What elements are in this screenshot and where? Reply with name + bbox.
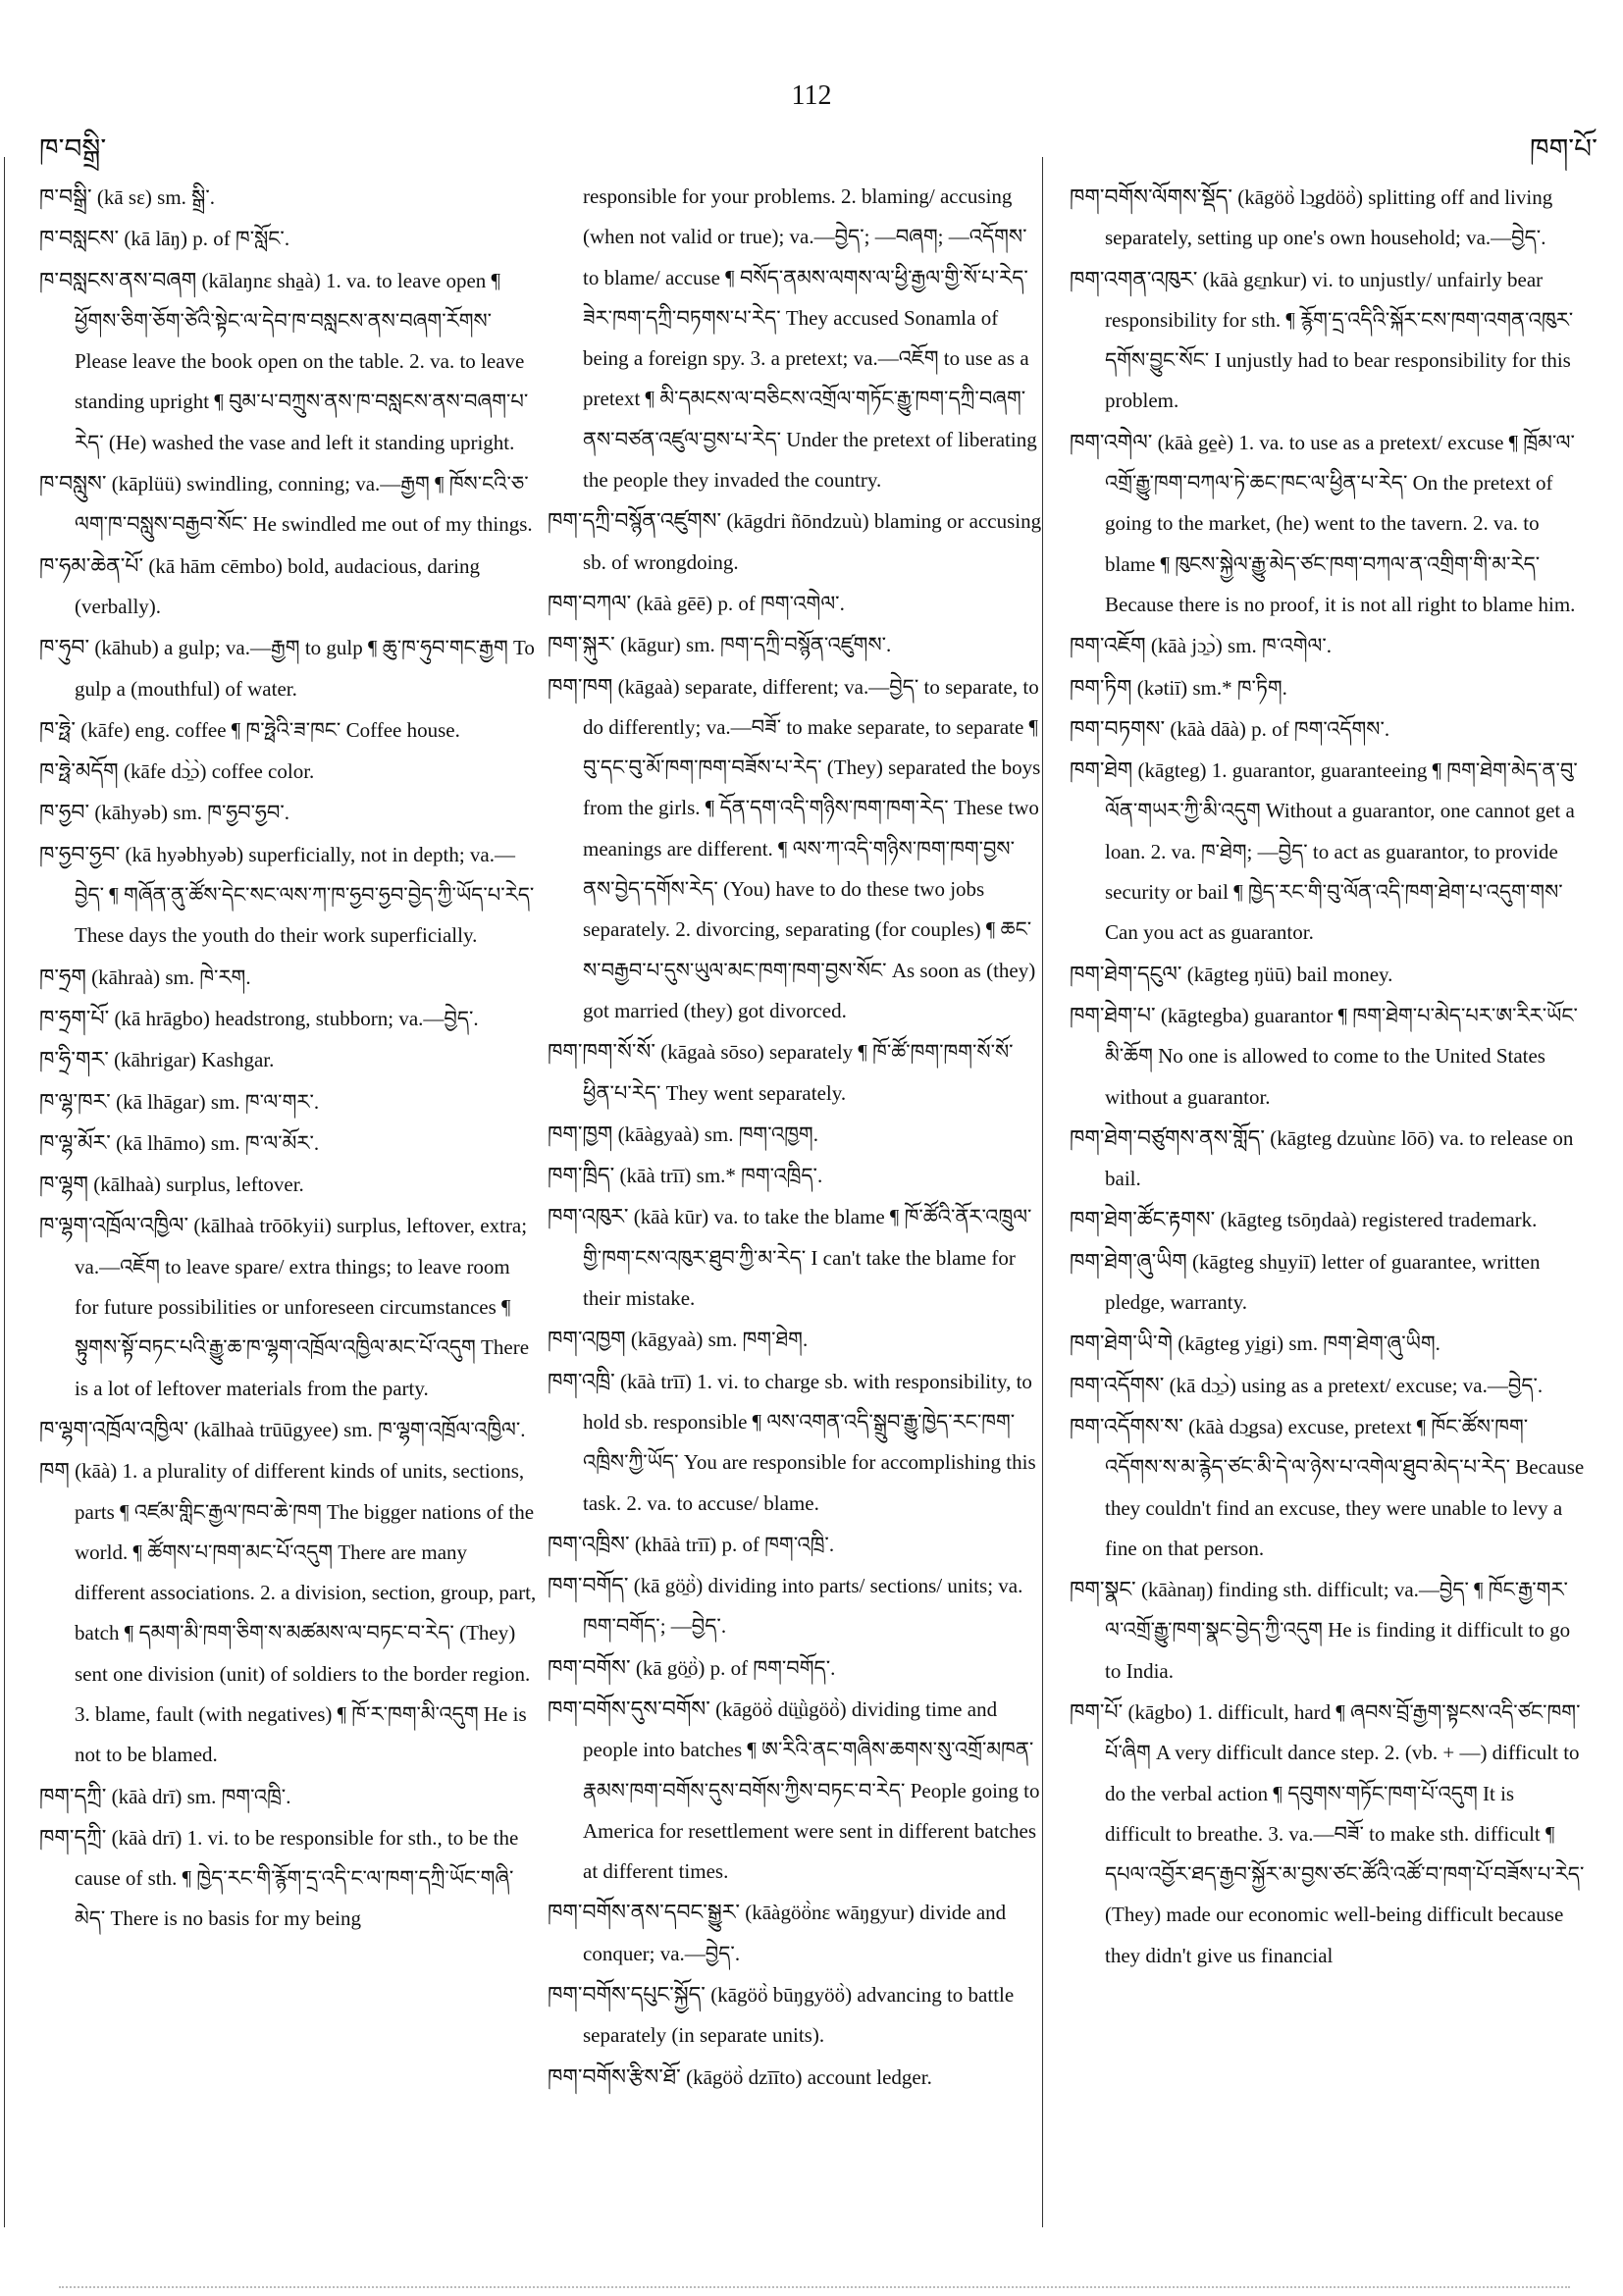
dictionary-entry xyxy=(1070,1118,1585,1200)
headword: ཁ་ཧུབ་ xyxy=(39,635,90,660)
headword: ཁ་ལྷག་འཁྲོལ་འཁྱིལ་ xyxy=(39,1416,189,1441)
headword: ཁ་ཧྲི་གར་ xyxy=(39,1047,109,1072)
headword: ཁག་བཏགས་ xyxy=(1070,715,1166,741)
transliteration: ( kāà drī ) xyxy=(106,1785,186,1808)
dictionary-entry xyxy=(39,627,538,709)
dictionary-entry xyxy=(1070,625,1585,666)
definition: using as a pretext/ excuse; va.—བྱེད་. xyxy=(1241,1373,1544,1397)
headword: ཁག་བགོད་ xyxy=(548,1573,629,1598)
headword: ཁག་ཁྲིད་ xyxy=(548,1163,615,1188)
headword: ཁག་བགོས་ལོགས་སྡོད་ xyxy=(1070,184,1232,209)
definition: dividing into parts/ sections/ units; va. ཁག་བགོད་; —བྱེད་. xyxy=(583,1574,1023,1639)
transliteration: ( kālhaà trūūgyee ) xyxy=(188,1418,343,1441)
headword: ཁ་བསླངས་ xyxy=(39,226,120,251)
definition: registered trademark. xyxy=(1362,1208,1538,1232)
transliteration: ( kāgaà sōso ) xyxy=(655,1040,769,1064)
definition: splitting off and living separately, setting up one's own household; va.—བྱེད་. xyxy=(1105,185,1553,250)
definition: separately ¶ ཁོ་ཚོ་ཁག་ཁག་སོ་སོ་ཕྱིན་པ་རེད་ They went separately. xyxy=(583,1040,1014,1105)
headword: ཁག་ཐེག་བཙུགས་ནས་གློད་ xyxy=(1070,1124,1265,1150)
dictionary-entry xyxy=(39,1205,538,1408)
headword: ཁ་བསླངས་ནས་བཞག xyxy=(39,267,197,292)
definition: surplus, leftover. xyxy=(166,1173,304,1197)
transliteration: ( kāgur ) xyxy=(615,633,686,656)
transliteration: ( kāà dāà ) xyxy=(1165,717,1251,741)
dictionary-entry xyxy=(39,709,538,751)
headword: ཁག་དཀྲི་བསྙོན་འཛུགས་ xyxy=(548,508,722,534)
dictionary-entry xyxy=(39,1409,538,1450)
column-1 xyxy=(39,177,538,1940)
headword: ཁག་འཇོག xyxy=(1070,633,1146,658)
dictionary-entry xyxy=(1070,1406,1585,1569)
headword: ཁག་སྣང་ xyxy=(1070,1577,1136,1602)
headword: ཁག་འཁྱག xyxy=(548,1327,626,1352)
definition: responsible for your problems. 2. blaming/ accusing (when not valid or true); va.—བྱེད་; —བཞག; —འདོགས་ to blame/ accuse ¶ བསོད་ནམས་ལགས་ལ་ཕྱི་རྒྱལ་གྱི་སོ་པ་རེད་ཟེར་ཁག་དཀྲི་བཏགས་པ་རེད་ They accused Sonamla of being a foreign spy. 3. a pretext; va.—འཇོག to use as a pretext ¶ མི་དམངས་ལ་བཅིངས་འགྲོལ་གཏོང་རྒྱུ་ཁག་དཀྲི་བཞག་ནས་བཙན་འཛུལ་བྱས་པ་རེད་ Under the pretext of liberating the people they invaded the country. xyxy=(583,184,1037,493)
headword: ཁ་ལྷག xyxy=(39,1172,88,1197)
transliteration: ( kāàgyaà ) xyxy=(612,1122,704,1146)
dictionary-entry xyxy=(548,1155,1043,1196)
dictionary-entry xyxy=(39,260,538,463)
headword: ཁག་འགན་འཁུར་ xyxy=(1070,266,1198,291)
headword: ཁ་ཧྱབ་ཧྱབ་ xyxy=(39,841,121,866)
dictionary-entry xyxy=(548,1689,1043,1892)
transliteration: ( kā hyəbhyəb ) xyxy=(120,843,248,866)
dictionary-entry xyxy=(39,218,538,259)
transliteration: ( kāgdri ñōndzuù ) xyxy=(721,509,874,533)
dictionary-entry xyxy=(548,1196,1043,1319)
definition: vi. to unjustly/ unfairly bear responsibility for sth. ¶ རྙོག་དྲ་འདིའི་སྐོར་ངས་ཁག་འགན་འཁུར་དགོས་བྱུང་སོང་ I unjustly had to bear responsibility for this problem. xyxy=(1105,267,1574,413)
dictionary-entry xyxy=(39,1164,538,1205)
dictionary-entry xyxy=(39,1450,538,1775)
transliteration: ( kā dɔ̱ɔ̀ ) xyxy=(1164,1374,1241,1397)
transliteration: ( kāà gɛ̱nkur ) xyxy=(1197,268,1312,291)
dictionary-entry xyxy=(548,666,1043,1032)
definition: finding sth. difficult; va.—བྱེད་ ¶ ཁོང་རྒྱ་གར་ལ་འགྲོ་རྒྱུ་ཁག་སྣང་བྱེད་ཀྱི་འདུག He is finding it difficult to go to India. xyxy=(1105,1578,1571,1683)
definition: sm. ཁ་ལ་མོར་. xyxy=(210,1130,320,1155)
dictionary-entry xyxy=(548,177,1043,500)
transliteration: ( kāgteg ŋüū ) xyxy=(1182,963,1297,986)
headword: ཁག་ཁྱག xyxy=(548,1121,613,1146)
dictionary-entry xyxy=(548,2057,1043,2098)
dictionary-entry xyxy=(39,834,538,957)
definition: separate, different; va.—བྱེད་ to separate, to do differently; va.—བཟོ་ to make separate, to separate ¶ བུ་དང་བུ་མོ་ཁག་ཁག་བཟོས་པ་རེད་ (They) separated the boys from the girls. ¶ དོན་དག་འདི་གཉིས་ཁག་ཁག་རེད་ These two meanings are different. ¶ ལས་ཀ་འདི་གཉིས་ཁག་ཁག་བྱས་ནས་བྱེད་དགོས་རེད་ (You) have to do these two jobs separately. 2. divorcing, separating (for couples) ¶ ཆང་ས་བརྒྱབ་པ་དུས་ཡུལ་མང་ཁག་ཁག་བྱས་སོང་ As soon as (they) got married (they) got divorced. xyxy=(583,674,1041,1022)
dictionary-entry xyxy=(1070,1692,1585,1976)
dictionary-entry xyxy=(548,1565,1043,1647)
transliteration: ( kā gö̱ö̀ ) xyxy=(628,1574,707,1597)
definition: 1. va. to use as a pretext/ excuse ¶ ཁྲོམ་ལ་འགྲོ་རྒྱུ་ཁག་བཀལ་ཏེ་ཆང་ཁང་ལ་ཕྱིན་པ་རེད་ On the pretext of going to the market, (he) went to the tavern. 2. va. to blame ¶ ཁུངས་སྐྱེལ་རྒྱུ་མེད་ཙང་ཁག་བཀལ་ན་འགྲིག་གི་མ་རེད་ Because there is no proof, it is not all right to blame him. xyxy=(1105,430,1576,616)
transliteration: ( kāgöö̀ būŋgyöö̀ ) xyxy=(706,1983,857,2007)
headword: ཁག་འཁྲིས་ xyxy=(548,1531,630,1556)
transliteration: ( kāànaŋ ) xyxy=(1136,1578,1219,1601)
transliteration: ( kā sɛ ) xyxy=(92,185,158,209)
transliteration: ( kāà ) xyxy=(70,1459,123,1483)
definition: superficially, not in depth; va.—བྱེད་ ¶ གཞོན་ནུ་ཚོས་དེང་སང་ལས་ཀ་ཁ་ཧྱབ་ཧྱབ་བྱེད་ཀྱི་ཡོད་པ་རེད་ These days the youth do their work superficially. xyxy=(75,842,535,948)
definition: divide and conquer; va.—བྱེད་. xyxy=(583,1901,1007,1965)
headword: ཁ་ཧམ་ཆེན་པོ་ xyxy=(39,552,144,578)
dictionary-entry xyxy=(1070,177,1585,259)
headword: ཁ་ལྷ་མོར་ xyxy=(39,1129,111,1155)
transliteration: ( kāhrigar ) xyxy=(109,1048,201,1071)
headword: ཁག་བགོས་རྩིས་ཐོ་ xyxy=(548,2063,681,2089)
definition: sm. ཁ་འགེལ་. xyxy=(1228,634,1332,658)
definition: account ledger. xyxy=(807,2064,932,2089)
column-2 xyxy=(548,177,1043,2098)
transliteration: ( kālaŋnɛ sha̱à ) xyxy=(196,269,326,292)
headword: ཁག་ཁག xyxy=(548,673,613,699)
definition: p. of ཁག་བགོད་. xyxy=(709,1655,836,1680)
transliteration: ( kāhub ) xyxy=(89,636,164,659)
definition: p. of ཁ་སློང་. xyxy=(192,227,290,251)
transliteration: ( kāgteg shu̱yiī ) xyxy=(1187,1250,1322,1274)
definition: bail money. xyxy=(1296,962,1393,986)
definition: 1. difficult, hard ¶ ཞབས་བྲོ་རྒྱག་སྟངས་འདི་ཙང་ཁག་པོ་ཞིག A very difficult dance step. 2. (vb. + —) difficult to do the verbal action ¶ དབུགས་གཏོང་ཁག་པོ་འདུག It is difficult to breathe. 3. va.—བཟོ་ to make sth. difficult ¶ དཔལ་འབྱོར་ཐད་རྒྱབ་སྐྱོར་མ་བྱས་ཙང་ཚོའི་འཚོ་བ་ཁག་པོ་བཟོས་པ་རེད་ (They) made our economic well-being difficult because they didn't give us financial xyxy=(1105,1699,1585,1967)
dictionary-entry xyxy=(548,624,1043,665)
dictionary-entry xyxy=(1070,954,1585,995)
definition: advancing to battle separately (in separate units). xyxy=(583,1983,1015,2048)
dictionary-entry xyxy=(1070,1199,1585,1240)
transliteration: ( kāgöö̀ dzīīto ) xyxy=(681,2065,808,2089)
definition: va. to release on bail. xyxy=(1105,1125,1574,1191)
definition: sm. ཁག་འཁྱག. xyxy=(704,1122,818,1146)
definition: blaming or accusing sb. of wrongdoing. xyxy=(583,509,1042,574)
scan-edge-line xyxy=(4,157,5,2227)
definition: sm. སྒྲི་. xyxy=(157,185,215,209)
definition: sm. ཁག་ཐེག་ཞུ་ཡིག. xyxy=(1288,1331,1440,1356)
definition: headstrong, stubborn; va.—བྱེད་. xyxy=(215,1006,479,1030)
transliteration: ( khāà trīī ) xyxy=(630,1533,722,1556)
transliteration: ( kāfe dɔ̱̀ɔ̀ ) xyxy=(119,759,212,783)
definition: coffee color. xyxy=(211,759,315,784)
dictionary-entry xyxy=(39,1122,538,1164)
transliteration: ( kāà dɔ̱gsa ) xyxy=(1183,1415,1288,1438)
headword: ཁག་བགོས་ནས་དབང་སྒྱུར་ xyxy=(548,1900,741,1925)
transliteration: ( kālhaà trōōkyii ) xyxy=(188,1214,337,1237)
dictionary-entry xyxy=(548,500,1043,583)
headword: ཁག་འདོགས་ xyxy=(1070,1372,1165,1397)
definition: excuse, pretext ¶ ཁོང་ཚོས་ཁག་འདོགས་ས་མ་རྙེད་ཙང་མི་དེ་ལ་ཉེས་པ་འགེལ་ཐུབ་མེད་པ་རེད་ Because they couldn't find an excuse, they were unable to levy a fine on that person. xyxy=(1105,1414,1585,1560)
dictionary-entry xyxy=(1070,1241,1585,1324)
transliteration: ( kāà jɔ̱ɔ̀ ) xyxy=(1146,634,1228,657)
definition: p. of ཁག་འདོགས་. xyxy=(1251,716,1390,741)
dictionary-entry xyxy=(548,1114,1043,1155)
transliteration: ( kāgteg yi̱gi ) xyxy=(1173,1331,1288,1355)
headword: ཁག་བཀལ་ xyxy=(548,590,632,615)
dictionary-entry xyxy=(39,1776,538,1817)
dictionary-entry xyxy=(39,1039,538,1080)
transliteration: ( kā lhāgar ) xyxy=(111,1090,211,1114)
transliteration: ( kāfe ) xyxy=(76,718,135,742)
dictionary-entry xyxy=(39,792,538,833)
headword: ཁ་ཧྥེ་ xyxy=(39,716,77,742)
headword: ཁག་བགོས་དུས་བགོས་ xyxy=(548,1696,710,1721)
dictionary-entry xyxy=(1070,1365,1585,1406)
transliteration: ( kāgöö̀ lɔ̱gdöö̀ ) xyxy=(1232,185,1368,209)
headword: ཁག་བགོས་ xyxy=(548,1654,631,1680)
dictionary-entry xyxy=(39,546,538,628)
transliteration: ( kāà trīī ) xyxy=(614,1164,696,1187)
definition: sm. ཁག་ཐེག. xyxy=(707,1328,809,1352)
transliteration: ( kāà drī ) xyxy=(106,1826,186,1850)
headword: ཁག་འདོགས་ས་ xyxy=(1070,1413,1183,1438)
dictionary-entry xyxy=(1070,667,1585,708)
scan-noise xyxy=(59,2286,1570,2290)
transliteration: ( kāplüü ) xyxy=(106,472,186,496)
dictionary-entry xyxy=(1070,750,1585,953)
transliteration: ( kā lhāmo ) xyxy=(111,1131,211,1155)
transliteration: ( kāhyəb ) xyxy=(89,801,173,824)
dictionary-entry xyxy=(548,583,1043,624)
definition: sm. ཁ་ཧྱབ་ཧྱབ་. xyxy=(173,801,289,825)
definition: swindling, conning; va.—རྒྱག ¶ ཁོས་ངའི་ཅ་ལག་ཁ་བསླུས་བརྒྱབ་སོང་ He swindled me out of my things. xyxy=(75,472,533,537)
transliteration: ( kā hām cēmbo ) xyxy=(143,554,288,578)
headword: ཁག་ཐེག་ཚོང་རྟགས་ xyxy=(1070,1207,1216,1232)
definition: guarantor ¶ ཁག་ཐེག་པ་མེད་པར་ཨ་རིར་ཡོང་མི་ཆོག No one is allowed to come to the United States without a guarantor. xyxy=(1105,1003,1578,1109)
headword: ཁ་ལྷག་འཁྲོལ་འཁྱིལ་ xyxy=(39,1213,189,1238)
definition: eng. coffee ¶ ཁ་ཧྥེའི་ཟ་ཁང་ Coffee house. xyxy=(134,717,460,742)
definition: letter of guarantee, written pledge, warranty. xyxy=(1105,1249,1541,1315)
transliteration: ( kāgbo ) xyxy=(1123,1700,1197,1724)
definition: sm.* ཁག་འཁྲིད་. xyxy=(696,1164,823,1188)
headword: ཁག་པོ་ xyxy=(1070,1698,1124,1724)
definition: surplus, leftover, extra; va.—འཇོག to leave spare/ extra things; to leave room for future possibilities or unforeseen circumstances ¶ སྟུགས་སྟོ་བཏང་པའི་རྒྱུ་ཆ་ཁ་ལྷག་འཁྲོལ་འཁྱིལ་མང་པོ་འདུག There is a lot of leftover materials from the party. xyxy=(75,1214,530,1400)
dictionary-entry xyxy=(548,1524,1043,1565)
headword: ཁག་འཁུར་ xyxy=(548,1204,629,1229)
transliteration: ( kā lāŋ ) xyxy=(119,227,192,250)
definition: sm. ཁེ་རག. xyxy=(165,965,251,989)
dictionary-entry xyxy=(1070,1569,1585,1692)
headword: ཁག་དཀྲི་ xyxy=(39,1824,107,1850)
transliteration: ( kāgteg ) xyxy=(1132,758,1211,782)
definition: 1. vi. to charge sb. with responsibility, to hold sb. responsible ¶ ལས་འགན་འདི་སྒྲུབ་རྒྱུ་ཁྱེད་རང་ཁག་འཁྲིས་ཀྱི་ཡོད་ You are responsible for accomplishing this task. 2. va. to accuse/ blame. xyxy=(583,1369,1036,1515)
transliteration: ( kāgteg tsōŋdaà ) xyxy=(1215,1208,1362,1231)
dictionary-entry xyxy=(39,751,538,792)
headword: ཁ་ལྷ་ཁར་ xyxy=(39,1088,111,1114)
dictionary-entry xyxy=(39,998,538,1039)
transliteration: ( kāà gēē ) xyxy=(631,592,717,615)
dictionary-entry xyxy=(1070,995,1585,1118)
definition: 1. vi. to be responsible for sth., to be the cause of sth. ¶ ཁྱེད་རང་གི་རྙོག་དྲ་འདི་ང་ལ་ཁག་དཀྲི་ཡོང་གཞི་མེད་ There is no basis for my being xyxy=(75,1825,519,1931)
headword: ཁག་ཐེག xyxy=(1070,757,1133,783)
headword: ཁག་ཁག་སོ་སོ་ xyxy=(548,1039,655,1065)
definition: bold, audacious, daring (verbally). xyxy=(75,553,481,618)
definition: sm. ཁ་ལ་གར་. xyxy=(210,1089,320,1114)
definition: a gulp; va.—རྒྱག to gulp ¶ ཆུ་ཁ་ཧུབ་གང་རྒྱག To gulp a (mouthful) of water. xyxy=(75,636,535,701)
dictionary-entry xyxy=(1070,1323,1585,1364)
transliteration: ( kāgyaà ) xyxy=(626,1328,708,1351)
dictionary-entry xyxy=(1070,259,1585,422)
headword: ཁ་ཧྲག xyxy=(39,964,86,989)
dictionary-entry xyxy=(548,1319,1043,1360)
headword: ཁག་ཏིག xyxy=(1070,674,1132,700)
headword: ཁག་ཐེག་དངུལ་ xyxy=(1070,961,1182,986)
headword: ཁ་བསླུས་ xyxy=(39,471,107,496)
transliteration: ( kāgteg dzuùnɛ lōō ) xyxy=(1265,1126,1440,1150)
definition: 1. a plurality of different kinds of units, sections, parts ¶ འཛམ་གླིང་རྒྱལ་ཁབ་ཆེ་ཁག The bigger nations of the world. ¶ ཚོགས་པ་ཁག་མང་པོ་འདུག There are many different associations. 2. a division, section, group, part, batch ¶ དམག་མི་ཁག་ཅིག་ས་མཚམས་ལ་བཏང་བ་རེད་ (They) sent one division (unit) of soldiers to the border region. 3. blame, fault (with negatives) ¶ ཁོ་ར་ཁག་མི་འདུག He is not to be blamed. xyxy=(75,1459,537,1767)
transliteration: ( kā hrāgbo ) xyxy=(109,1007,215,1030)
headword: ཁག་འགེལ་ xyxy=(1070,429,1153,454)
transliteration: ( kāà trīī ) xyxy=(615,1370,697,1393)
definition: 1. guarantor, guaranteeing ¶ ཁག་ཐེག་མེད་ན་བུ་ལོན་གཡར་ཀྱི་མི་འདུག Without a guarantor, one cannot get a loan. 2. va. ཁ་ཐེག; —བྱེད་ to act as guarantor, to provide security or bail ¶ ཁྱེད་རང་གི་བུ་ལོན་འདི་ཁག་ཐེག་པ་འདུག་གས་ Can you act as guarantor. xyxy=(1105,758,1578,945)
definition: va. to take the blame ¶ ཁོ་ཚོའི་ནོར་འཁྲུལ་གྱི་ཁག་ངས་འཁུར་ཐུབ་ཀྱི་མ་རེད་ I can't take the blame for their mistake. xyxy=(583,1205,1032,1311)
dictionary-entry xyxy=(1070,708,1585,750)
dictionary-entry xyxy=(548,1892,1043,1974)
headword: ཁག་སྐུར་ xyxy=(548,632,615,657)
transliteration: ( kāàgöö̀nɛ wāŋgyur ) xyxy=(740,1901,919,1924)
headword: ཁག་ཐེག་ཡི་གེ xyxy=(1070,1331,1173,1356)
definition: sm. ཁག་འཁྲི་. xyxy=(186,1784,291,1808)
headword: ཁག་འཁྲི་ xyxy=(548,1368,615,1393)
dictionary-entry xyxy=(1070,422,1585,625)
dictionary-entry xyxy=(548,1031,1043,1114)
headword: ཁག་ཐེག་པ་ xyxy=(1070,1002,1156,1027)
transliteration: ( kāà kūr ) xyxy=(628,1205,713,1228)
page-header-right: ཁག་པོ་ xyxy=(1529,134,1597,165)
dictionary-entry xyxy=(548,1974,1043,2057)
definition: Kashgar. xyxy=(201,1048,275,1072)
transliteration: ( kāgöö̀ dü̱ǜgöö̀ ) xyxy=(710,1697,852,1721)
headword: ཁ་ཧྱབ་ xyxy=(39,800,90,825)
dictionary-entry xyxy=(39,463,538,546)
dictionary-entry xyxy=(548,1361,1043,1524)
definition: 1. va. to leave open ¶ ཕྱོགས་ཅིག་ཅོག་ཙེའི་སྟེང་ལ་དེབ་ཁ་བསླངས་ནས་བཞག་རོགས་ Please leave the book open on the table. 2. va. to leave standing upright ¶ བུམ་པ་བཀྲུས་ནས་ཁ་བསླངས་ནས་བཞག་པ་རེད་ (He) washed the vase and left it standing upright. xyxy=(75,268,529,454)
page-header-left: ཁ་བསྒྲི་ xyxy=(39,134,107,165)
headword: ཁག་ཐེག་ཞུ་ཡིག xyxy=(1070,1248,1187,1274)
definition: p. of ཁག་འཁྲི་. xyxy=(721,1532,835,1556)
transliteration: ( kāhraà ) xyxy=(86,965,165,989)
transliteration: ( kālhaà ) xyxy=(88,1173,166,1196)
definition: sm.* ཁ་ཏིག. xyxy=(1192,675,1287,700)
transliteration: ( kāgtegba ) xyxy=(1156,1004,1254,1027)
dictionary-entry xyxy=(548,1647,1043,1689)
dictionary-entry xyxy=(39,1817,538,1940)
definition: sm. ཁ་ལྷག་འཁྲོལ་འཁྱིལ་. xyxy=(343,1417,526,1441)
headword: ཁ་ཧྲག་པོ་ xyxy=(39,1005,110,1030)
column-3 xyxy=(1070,177,1585,1976)
transliteration: ( kətiī ) xyxy=(1132,676,1193,700)
definition: dividing time and people into batches ¶ ཨ་རིའི་ནང་གཞིས་ཆགས་སུ་འགྲོ་མཁན་རྣམས་ཁག་བགོས་དུས་བགོས་ཀྱིས་བཏང་བ་རེད་ People going to America for resettlement were sent in different batches at different times. xyxy=(583,1696,1040,1884)
definition: p. of ཁག་འགེལ་. xyxy=(717,591,845,615)
dictionary-entry xyxy=(39,177,538,218)
transliteration: ( kāgaà ) xyxy=(612,675,684,699)
dictionary-entry xyxy=(39,957,538,998)
transliteration: ( kāà ge̱è ) xyxy=(1152,431,1238,454)
transliteration: ( kā gö̱ö̀ ) xyxy=(631,1656,710,1680)
headword: ཁག་དཀྲི་ xyxy=(39,1783,107,1808)
page-number: 112 xyxy=(791,80,832,111)
headword: ཁག་བགོས་དཔུང་སྐྱོད་ xyxy=(548,1982,706,2008)
headword: ཁ་བསྒྲི་ xyxy=(39,184,92,209)
definition: sm. ཁག་དཀྲི་བསྙོན་འཛུགས་. xyxy=(686,633,892,657)
dictionary-entry xyxy=(39,1081,538,1122)
headword: ཁག xyxy=(39,1458,70,1484)
headword: ཁ་ཧྥེ་མདོག xyxy=(39,758,119,784)
